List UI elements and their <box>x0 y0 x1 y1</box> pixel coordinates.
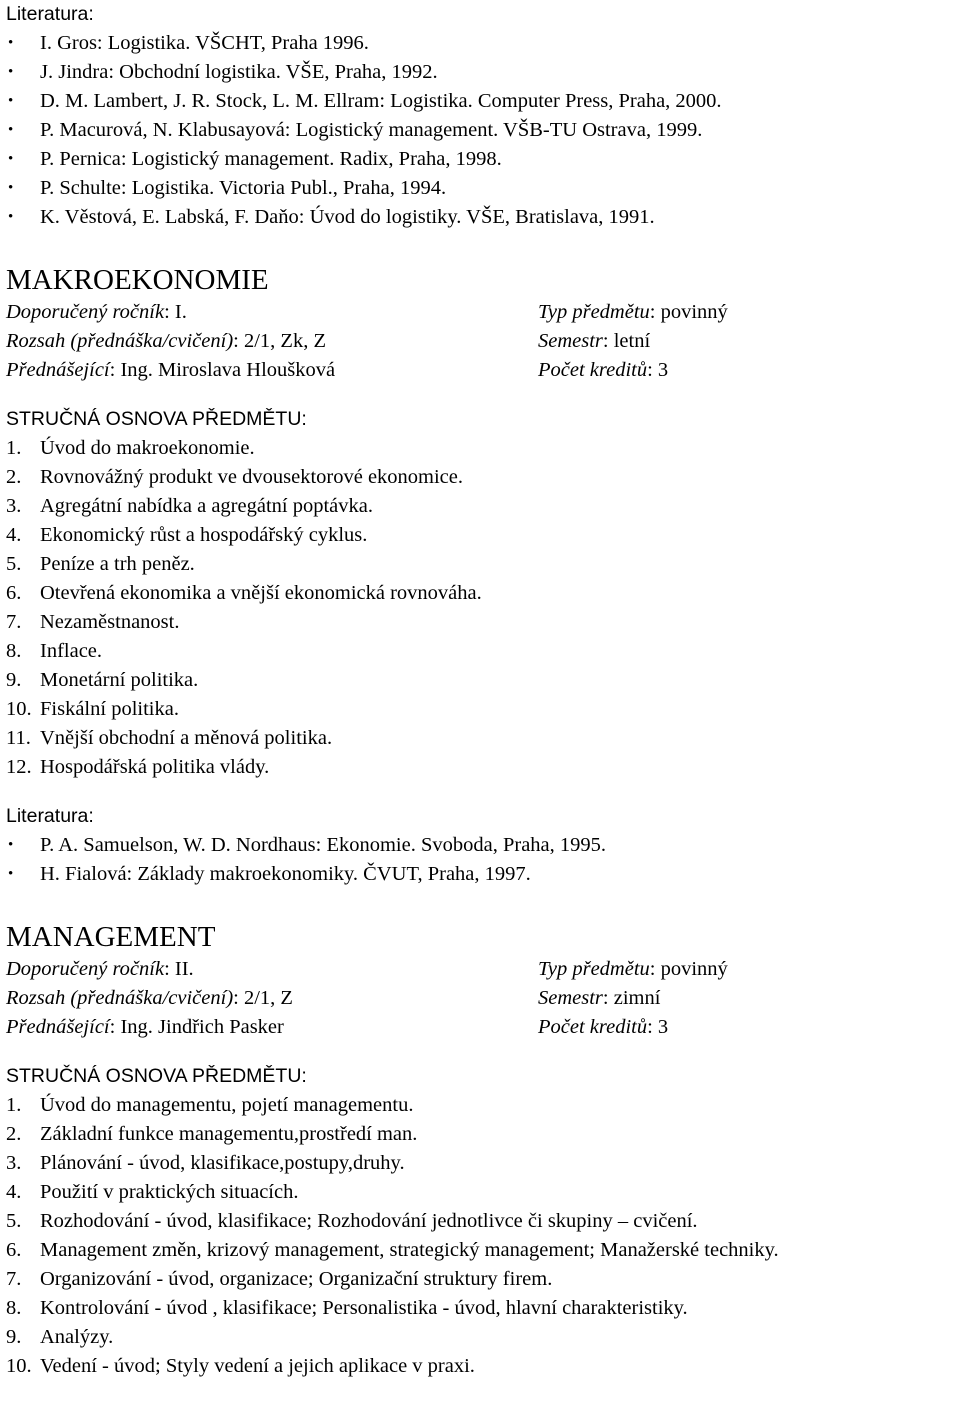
syllabus-item: 5. Rozhodování - úvod, klasifikace; Rozhodování jednotlivce či skupiny – cvičení. <box>6 1210 698 1232</box>
info-value: : I. <box>164 301 187 323</box>
syllabus-list <box>6 434 956 782</box>
info-value: : Ing. Miroslava Hloušková <box>109 359 336 381</box>
info-value: : 2/1, Z <box>233 987 293 1009</box>
course-info-row <box>6 327 956 356</box>
info-label: Počet kreditů <box>538 1016 648 1038</box>
info-label: Počet kreditů <box>538 359 648 381</box>
info-value: : 3 <box>647 359 669 381</box>
info-label: Doporučený ročník <box>6 301 165 323</box>
info-value: : 3 <box>647 1016 669 1038</box>
literature-item: • I. Gros: Logistika. VŠCHT, Praha 1996. <box>6 29 956 58</box>
literature-item: • D. M. Lambert, J. R. Stock, L. M. Ellram: Logistika. Computer Press, Praha, 2000. <box>6 87 956 116</box>
info-label: Semestr <box>538 330 603 352</box>
literature-item: • J. Jindra: Obchodní logistika. VŠE, Praha, 1992. <box>6 58 956 87</box>
syllabus-item: 8. Inflace. <box>6 640 103 662</box>
syllabus-item: 2. Základní funkce managementu,prostředí man. <box>6 1123 418 1145</box>
info-label: Typ předmětu <box>538 301 650 323</box>
literature-item: • P. Pernica: Logistický management. Radix, Praha, 1998. <box>6 145 956 174</box>
literature-heading: Literatura: <box>6 3 94 25</box>
course-info-row <box>6 356 956 385</box>
literature-item: • K. Věstová, E. Labská, F. Daňo: Úvod do logistiky. VŠE, Bratislava, 1991. <box>6 203 956 232</box>
syllabus-item: 6. Management změn, krizový management, strategický management; Manažerské techniky. <box>6 1239 779 1261</box>
syllabus-item: 1. Úvod do managementu, pojetí managementu. <box>6 1094 414 1116</box>
syllabus-item: 8. Kontrolování - úvod , klasifikace; Personalistika - úvod, hlavní charakteristiky. <box>6 1297 688 1319</box>
literature-item: • P. A. Samuelson, W. D. Nordhaus: Ekonomie. Svoboda, Praha, 1995. <box>6 831 956 860</box>
syllabus-list <box>6 1091 956 1381</box>
info-label: Doporučený ročník <box>6 958 165 980</box>
syllabus-heading: STRUČNÁ OSNOVA PŘEDMĚTU: <box>6 1065 307 1087</box>
syllabus-item: 5. Peníze a trh peněz. <box>6 553 195 575</box>
syllabus-item: 11. Vnější obchodní a měnová politika. <box>6 727 333 749</box>
literature-heading: Literatura: <box>6 805 94 827</box>
course-info-row <box>6 298 956 327</box>
syllabus-item: 9. Monetární politika. <box>6 669 199 691</box>
syllabus-item: 12. Hospodářská politika vlády. <box>6 756 270 778</box>
syllabus-item: 6. Otevřená ekonomika a vnější ekonomická rovnováha. <box>6 582 482 604</box>
info-value: : povinný <box>649 958 728 980</box>
syllabus-item: 2. Rovnovážný produkt ve dvousektorové ekonomice. <box>6 466 464 488</box>
course-info-row <box>6 984 956 1013</box>
syllabus-item: 10. Vedení - úvod; Styly vedení a jejich aplikace v praxi. <box>6 1355 475 1377</box>
syllabus-item: 3. Agregátní nabídka a agregátní poptávka. <box>6 495 373 517</box>
info-label: Rozsah (přednáška/cvičení) <box>6 987 234 1009</box>
syllabus-item: 3. Plánování - úvod, klasifikace,postupy,druhy. <box>6 1152 405 1174</box>
literature-item: • P. Macurová, N. Klabusayová: Logistický management. VŠB-TU Ostrava, 1999. <box>6 116 956 145</box>
syllabus-item: 4. Ekonomický růst a hospodářský cyklus. <box>6 524 368 546</box>
info-value: : 2/1, Zk, Z <box>233 330 326 352</box>
document-page <box>6 0 956 1381</box>
info-label: Semestr <box>538 987 603 1009</box>
info-value: : povinný <box>649 301 728 323</box>
info-label: Přednášející <box>6 1016 110 1038</box>
course-info-row <box>6 955 956 984</box>
syllabus-item: 10. Fiskální politika. <box>6 698 179 720</box>
info-value: : Ing. Jindřich Pasker <box>109 1016 284 1038</box>
course-title: MAKROEKONOMIE <box>6 264 269 296</box>
info-label: Přednášející <box>6 359 110 381</box>
literature-item: • H. Fialová: Základy makroekonomiky. ČVUT, Praha, 1997. <box>6 860 956 889</box>
syllabus-heading: STRUČNÁ OSNOVA PŘEDMĚTU: <box>6 408 307 430</box>
course-info-row <box>6 1013 956 1042</box>
course-title: MANAGEMENT <box>6 921 216 953</box>
literature-list <box>6 831 956 889</box>
syllabus-item: 4. Použití v praktických situacích. <box>6 1181 299 1203</box>
literature-item: • P. Schulte: Logistika. Victoria Publ., Praha, 1994. <box>6 174 956 203</box>
syllabus-item: 1. Úvod do makroekonomie. <box>6 437 255 459</box>
info-value: : II. <box>164 958 194 980</box>
info-label: Rozsah (přednáška/cvičení) <box>6 330 234 352</box>
literature-list <box>6 29 956 232</box>
info-label: Typ předmětu <box>538 958 650 980</box>
syllabus-item: 7. Nezaměstnanost. <box>6 611 180 633</box>
info-value: : zimní <box>602 987 661 1009</box>
info-value: : letní <box>602 330 651 352</box>
syllabus-item: 7. Organizování - úvod, organizace; Organizační struktury firem. <box>6 1268 553 1290</box>
syllabus-item: 9. Analýzy. <box>6 1326 114 1348</box>
